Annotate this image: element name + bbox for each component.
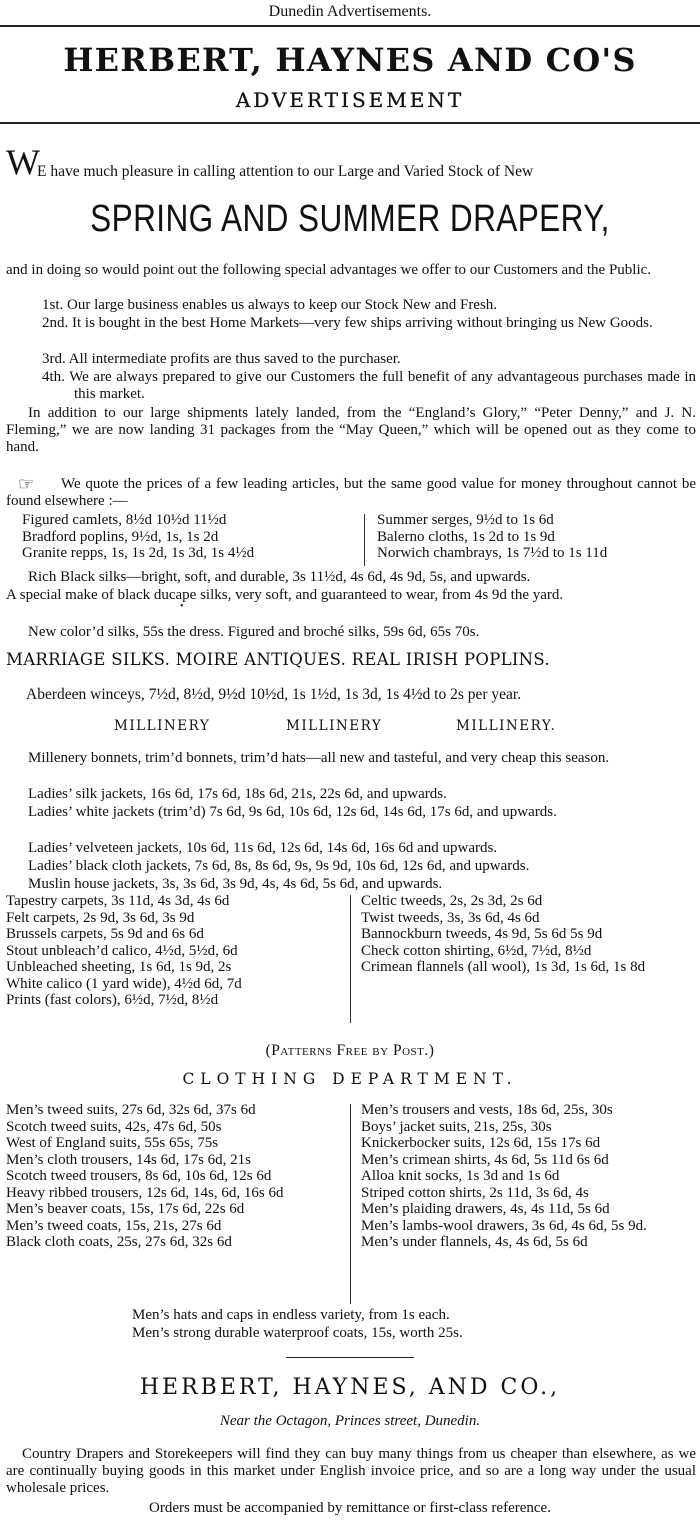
millinery-heading-1: MILLINERY [114,718,211,734]
advantage-2: 2nd. It is bought in the best Home Markets—very few ships arriving without bringing us New Goods. [42,315,653,331]
colord-silks: New color’d silks, 55s the dress. Figured and broché silks, 59s 6d, 65s 70s. [28,624,480,640]
black-silks: Rich Black silks—bright, soft, and durable, 3s 11½d, 4s 6d, 4s 9d, 5s, and upwards. [28,569,531,585]
intro-paragraph: and in doing so would point out the following special advantages we offer to our Customers and the Public. [6,262,652,278]
price-item: Norwich chambrays, 1s 7½d to 1s 11d [377,545,608,561]
goods-left-column [6,893,242,1009]
prices-divider [364,514,365,566]
winceys-line: Aberdeen winceys, 7½d, 8½d, 9½d 10½d, 1s 1½d, 1s 3d, 1s 4½d to 2s per year. [26,686,522,703]
marriage-silks-line: MARRIAGE SILKS. MOIRE ANTIQUES. REAL IRISH POPLINS. [6,650,550,669]
pointing-hand-icon: ☞ [18,474,35,494]
muslin-jackets: Muslin house jackets, 3s, 3s 6d, 3s 9d, 4s, 4s 6d, 5s 6d, and upwards. [28,876,443,892]
clothing-item: Scotch tweed suits, 42s, 47s 6d, 50s [6,1118,222,1135]
advantage-4: 4th. We are always prepared to give our Customers the full benefit of any advantageous purchases made in this market. [42,369,696,402]
drop-cap: W [6,142,40,182]
goods-right-column [361,893,696,976]
heading-rule [0,122,700,124]
price-item: Granite repps, 1s, 1s 2d, 1s 3d, 1s 4½d [22,545,255,561]
goods-item: Twist tweeds, 3s, 3s 6d, 4s 6d [361,909,540,926]
clothing-item: Heavy ribbed trousers, 12s 6d, 14s, 6d, 16s 6d [6,1184,284,1201]
prices-left-column [22,512,254,562]
clothing-item: Men’s beaver coats, 15s, 17s 6d, 22s 6d [6,1201,245,1217]
price-item: Summer serges, 9½d to 1s 6d [377,512,554,528]
clothing-item: Men’s under flannels, 4s, 4s 6d, 5s 6d [361,1234,588,1250]
clothing-left-column [6,1102,346,1251]
footer-firm-name: HERBERT, HAYNES, AND CO., [139,1375,561,1400]
clothing-item: Men’s plaiding drawers, 4s, 4s 11d, 5s 6d [361,1201,610,1217]
clothing-item: Men’s trousers and vests, 18s 6d, 25s, 30s [361,1102,613,1118]
clothing-item: Scotch tweed trousers, 8s 6d, 10s 6d, 12s 6d [6,1168,272,1184]
clothing-item: Men’s lambs-wool drawers, 3s 6d, 4s 6d, 5s 9d. [361,1217,647,1234]
clothing-heading: CLOTHING DEPARTMENT. [182,1070,518,1088]
clothing-item: Striped cotton shirts, 2s 11d, 3s 6d, 4s [361,1184,589,1201]
footer-rule [286,1357,414,1358]
millinery-bonnets: Millenery bonnets, trim’d bonnets, trim’d hats—all new and tasteful, and very cheap this season. [28,750,610,766]
shipments-paragraph: In addition to our large shipments lately landed, from the “England’s Glory,” “Peter Denny,” and J. N. Fleming,” we are now landing 31 packages from the “May Queen,” which will be opened out as they come to hand. [6,405,696,455]
price-item: Bradford poplins, 9½d, 1s, 1s 2d [22,528,219,545]
goods-item: Celtic tweeds, 2s, 2s 3d, 2s 6d [361,893,543,909]
intro-first-line: E have much pleasure in calling attention to our Large and Varied Stock of New [37,163,534,180]
goods-item: Unbleached sheeting, 1s 6d, 1s 9d, 2s [6,959,232,975]
waterproof-line: Men’s strong durable waterproof coats, 15s, worth 25s. [132,1325,463,1341]
footer-address: Near the Octagon, Princes street, Dunedin. [219,1413,481,1429]
orders-line: Orders must be accompanied by remittance or first-class reference. [149,1500,551,1516]
clothing-right-column [361,1102,696,1251]
prices-intro: We quote the prices of a few leading articles, but the same good value for money throughout cannot be found elsewhere :— [6,476,696,509]
price-item: Balerno cloths, 1s 2d to 1s 9d [377,528,555,545]
millinery-heading-2: MILLINERY [286,718,383,734]
goods-item: Prints (fast colors), 6½d, 7½d, 8½d [6,992,219,1008]
clothing-item: Men’s tweed suits, 27s 6d, 32s 6d, 37s 6d [6,1102,256,1118]
velveteen-jackets: Ladies’ velveteen jackets, 10s 6d, 11s 6d, 12s 6d, 14s 6d, 16s 6d and upwards. [28,840,498,856]
black-cloth-jackets: Ladies’ black cloth jackets, 7s 6d, 8s, 8s 6d, 9s, 9s 9d, 10s 6d, 12s 6d, and upwards. [28,858,530,874]
clothing-item: Boys’ jacket suits, 21s, 25s, 30s [361,1118,552,1135]
advertisement-subtitle: ADVERTISEMENT [235,88,465,112]
patterns-note: (Patterns Free by Post.) [265,1042,435,1059]
ducape-silks: A special make of black ducape silks, very soft, and guaranteed to wear, from 4s 9d the yard. [6,587,564,603]
goods-divider [350,895,351,1023]
bullet-mark: • [180,601,184,612]
clothing-item: Knickerbocker suits, 12s 6d, 15s 17s 6d [361,1135,601,1151]
top-rule [0,25,700,27]
clothing-item: Black cloth coats, 25s, 27s 6d, 32s 6d [6,1234,232,1250]
goods-item: Tapestry carpets, 3s 11d, 4s 3d, 4s 6d [6,893,230,909]
goods-item: Brussels carpets, 5s 9d and 6s 6d [6,926,204,942]
silk-jackets: Ladies’ silk jackets, 16s 6d, 17s 6d, 18s 6d, 21s, 22s 6d, and upwards. [28,786,447,802]
goods-item: Check cotton shirting, 6½d, 7½d, 8½d [361,942,592,959]
clothing-item: Men’s cloth trousers, 14s 6d, 17s 6d, 21s [6,1151,251,1168]
spring-summer-headline: SPRING AND SUMMER DRAPERY, [90,198,610,240]
goods-item: Crimean flannels (all wool), 1s 3d, 1s 6d, 1s 8d [361,959,646,975]
hats-line: Men’s hats and caps in endless variety, from 1s each. [132,1307,450,1323]
country-drapers-notice: Country Drapers and Storekeepers will find they can buy many things from us cheaper than elsewhere, as we are continually buying goods in this market under English invoice price, and so are a long way under the usual wholesale prices. [6,1446,696,1496]
millinery-heading-3: MILLINERY. [456,718,557,734]
advantage-3: 3rd. All intermediate profits are thus saved to the purchaser. [42,351,401,367]
running-head: Dunedin Advertisements. [268,3,432,20]
clothing-item: Men’s crimean shirts, 4s 6d, 5s 11d 6s 6d [361,1151,609,1168]
goods-item: Stout unbleach’d calico, 4½d, 5½d, 6d [6,942,238,959]
clothing-item: West of England suits, 55s 65s, 75s [6,1135,219,1151]
advantage-1: 1st. Our large business enables us always to keep our Stock New and Fresh. [42,297,498,313]
clothing-divider [350,1104,351,1304]
clothing-item: Men’s tweed coats, 15s, 21s, 27s 6d [6,1217,222,1234]
firm-title: HERBERT, HAYNES AND CO'S [63,41,637,79]
clothing-item: Alloa knit socks, 1s 3d and 1s 6d [361,1168,560,1184]
white-jackets: Ladies’ white jackets (trim’d) 7s 6d, 9s 6d, 10s 6d, 12s 6d, 14s 6d, 17s 6d, and upwards. [28,804,557,820]
goods-item: Bannockburn tweeds, 4s 9d, 5s 6d 5s 9d [361,926,603,942]
prices-right-column [377,512,607,562]
price-item: Figured camlets, 8½d 10½d 11½d [22,512,227,528]
goods-item: White calico (1 yard wide), 4½d 6d, 7d [6,975,242,992]
goods-item: Felt carpets, 2s 9d, 3s 6d, 3s 9d [6,909,195,926]
